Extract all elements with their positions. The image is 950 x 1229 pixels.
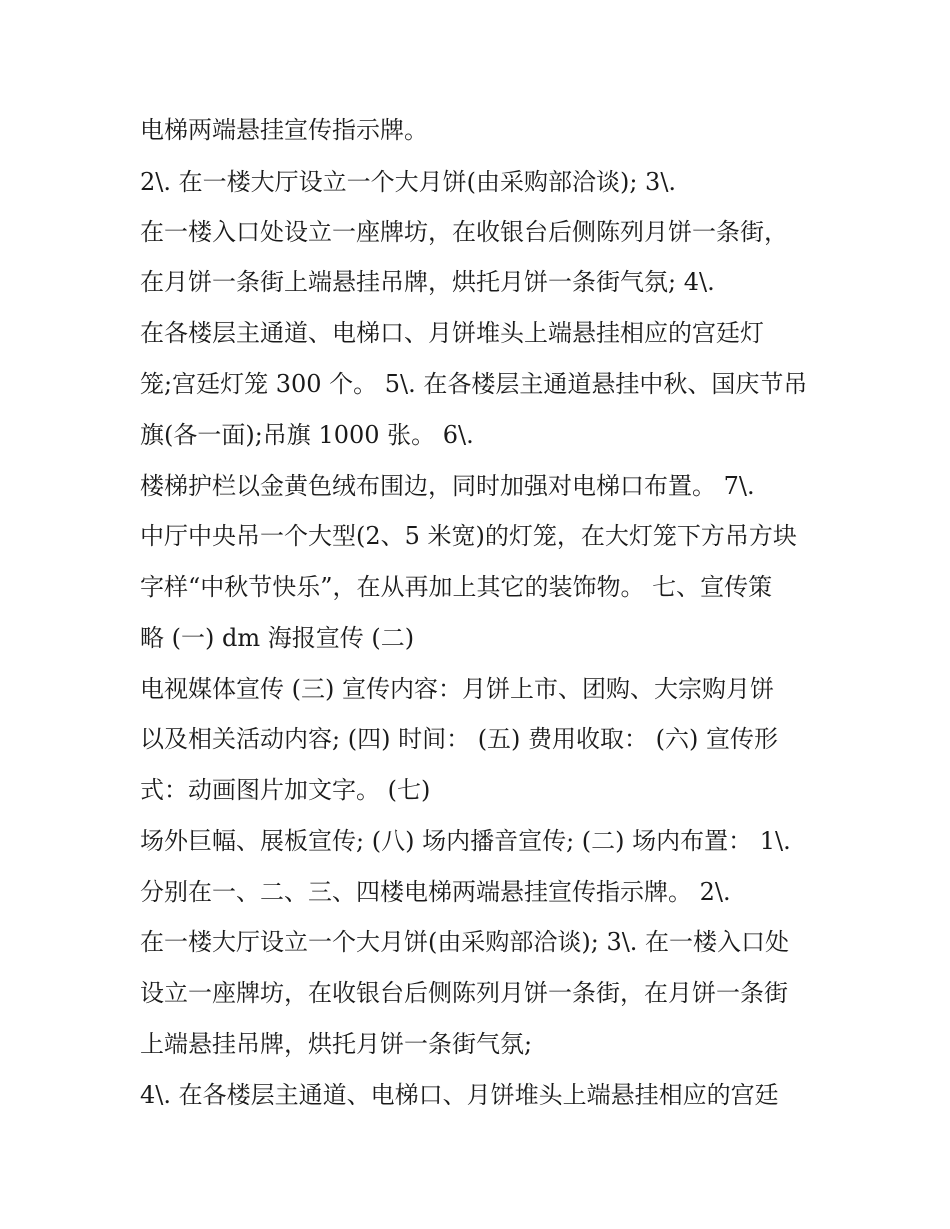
text-line: 分别在一、二、三、四楼电梯两端悬挂宣传指示牌。 2\. bbox=[140, 878, 731, 906]
text-line: 在月饼一条街上端悬挂吊牌，烘托月饼一条街气氛; 4\. bbox=[140, 268, 715, 296]
text-line: 上端悬挂吊牌，烘托月饼一条街气氛; bbox=[140, 1030, 533, 1058]
text-line: 式：动画图片加文字。 (七) bbox=[140, 776, 431, 804]
text-line: 场外巨幅、展板宣传; (八) 场内播音宣传; (二) 场内布置： 1\. bbox=[140, 827, 791, 855]
text-line: 4\. 在各楼层主通道、电梯口、月饼堆头上端悬挂相应的宫廷 bbox=[140, 1081, 779, 1109]
text-line: 旗(各一面);吊旗 1000 张。 6\. bbox=[140, 421, 474, 449]
text-line: 中厅中央吊一个大型(2、5 米宽)的灯笼，在大灯笼下方吊方块 bbox=[140, 522, 797, 550]
text-line: 字样“中秋节快乐”，在从再加上其它的装饰物。 七、宣传策 bbox=[140, 573, 773, 601]
text-line: 设立一座牌坊，在收银台后侧陈列月饼一条街，在月饼一条街 bbox=[140, 979, 788, 1007]
text-line: 以及相关活动内容; (四) 时间： (五) 费用收取： (六) 宣传形 bbox=[140, 725, 779, 753]
text-line: 电视媒体宣传 (三) 宣传内容：月饼上市、团购、大宗购月饼 bbox=[140, 675, 774, 703]
text-line: 笼;宫廷灯笼 300 个。 5\. 在各楼层主通道悬挂中秋、国庆节吊 bbox=[140, 370, 808, 398]
text-line: 在各楼层主通道、电梯口、月饼堆头上端悬挂相应的宫廷灯 bbox=[140, 319, 764, 347]
text-line: 在一楼大厅设立一个大月饼(由采购部洽谈); 3\. 在一楼入口处 bbox=[140, 928, 790, 956]
text-line: 在一楼入口处设立一座牌坊，在收银台后侧陈列月饼一条街， bbox=[140, 218, 788, 246]
text-line: 电梯两端悬挂宣传指示牌。 bbox=[140, 116, 428, 144]
text-line: 楼梯护栏以金黄色绒布围边，同时加强对电梯口布置。 7\. bbox=[140, 472, 755, 500]
text-line: 2\. 在一楼大厅设立一个大月饼(由采购部洽谈); 3\. bbox=[140, 168, 677, 196]
text-line: 略 (一) dm 海报宣传 (二) bbox=[140, 624, 415, 652]
